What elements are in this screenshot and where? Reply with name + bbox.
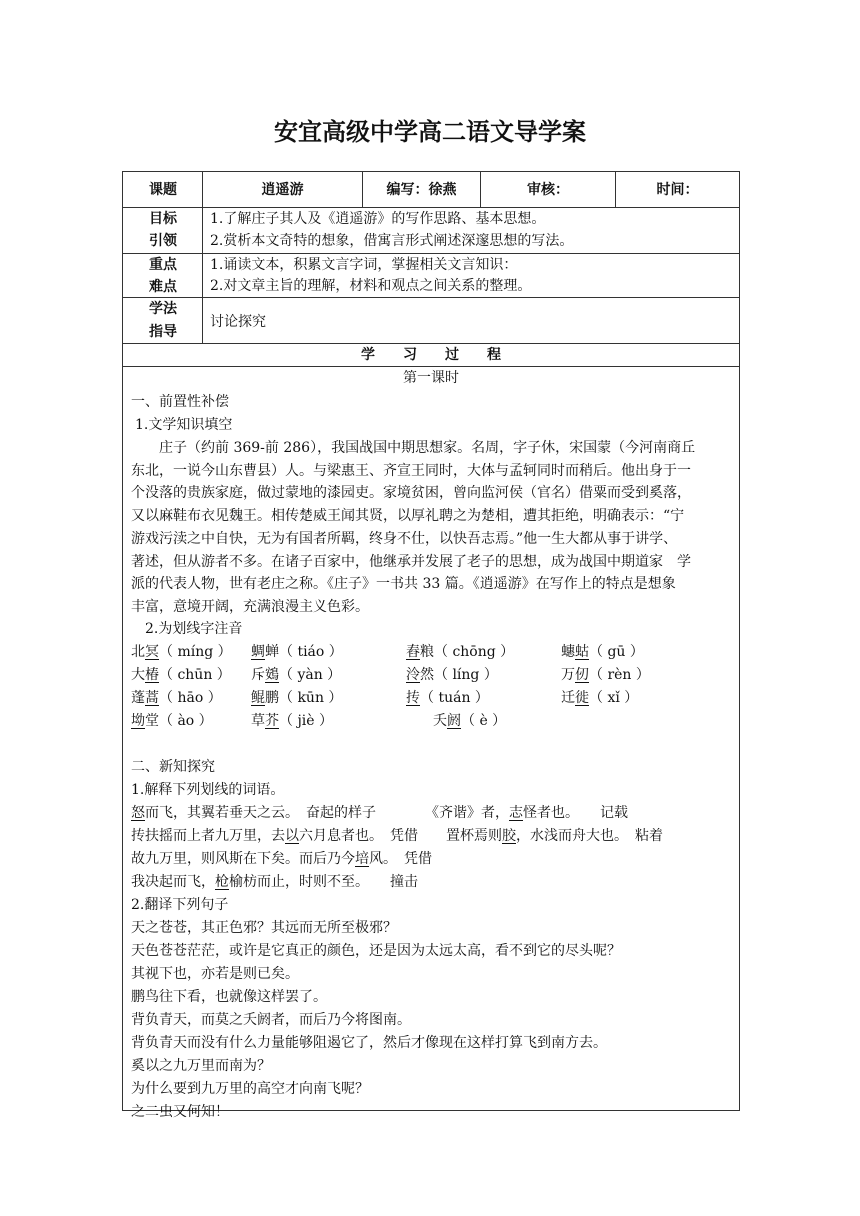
pinyin-word-suffix: 堂 [145, 713, 159, 729]
author-text: 编写：徐燕 [386, 182, 457, 198]
underlined-char: 椿 [145, 667, 159, 683]
pinyin-word-prefix: 北 [131, 644, 145, 660]
row-divider [123, 297, 739, 298]
translation-sentence: 为什么要到九万里的高空才向南飞呢？ [131, 1081, 369, 1097]
goal-item: 2.赏析本文奇特的想象，借寓言形式阐述深邃思想的写法。 [210, 233, 574, 249]
pinyin-word-prefix: 夭 [433, 713, 447, 729]
underlined-char: 坳 [131, 713, 145, 729]
pinyin-answer: （ hāo ） [159, 690, 222, 706]
sub-heading: 2.为划线字注音 [131, 621, 243, 637]
pinyin-item [251, 687, 342, 707]
paragraph-line: 丰富，意境开阔，充满浪漫主义色彩。 [131, 598, 369, 615]
pinyin-word-prefix: 大 [131, 667, 145, 683]
process-title: 学 习 过 程 [361, 347, 501, 363]
topic-label: 课题 [149, 182, 177, 198]
pinyin-answer: （ tiáo ） [279, 644, 343, 660]
explain-text: 而飞，其翼若垂天之云。 奋起的样子 《齐谐》者， [145, 805, 509, 821]
translation-sentence: 天色苍苍茫茫，或许是它真正的颜色，还是因为太远太高，看不到它的尽头呢？ [131, 943, 621, 959]
row-divider [123, 343, 739, 344]
sub-heading: 1.文学知识填空 [135, 417, 233, 433]
pinyin-answer: （ yàn ） [279, 667, 342, 683]
pinyin-answer: （ tuán ） [420, 690, 489, 706]
goal-item: 1.了解庄子其人及《逍遥游》的写作思路、基本思想。 [210, 211, 546, 227]
pinyin-item [561, 687, 638, 707]
source-sentence: 天之苍苍，其正色邪？其远而无所至极邪？ [131, 920, 397, 936]
underlined-char: 鴳 [265, 667, 279, 683]
explain-text: 我决起而飞， [131, 874, 215, 890]
paragraph-line: 游戏污渎之中自快，无为有国者所羁，终身不仕，以快吾志焉。”他一生大都从事于讲学、 [131, 530, 678, 547]
pinyin-item [433, 710, 506, 730]
pinyin-item [131, 710, 213, 730]
topic-value: 逍遥游 [261, 182, 304, 198]
pinyin-answer: （ kūn ） [279, 690, 343, 706]
explain-line [131, 825, 663, 845]
explain-text: 六月息者也。 凭借 置杯焉则 [299, 828, 502, 844]
explain-text: 抟扶摇而上者九万里，去 [131, 828, 285, 844]
pinyin-word-suffix: 然 [420, 667, 434, 683]
section-heading: 二、新知探究 [131, 759, 215, 775]
explain-text: 风。 凭借 [369, 851, 432, 867]
pinyin-item [406, 641, 514, 661]
pinyin-word-prefix: 万 [561, 667, 575, 683]
goals-label-1: 目标 [149, 211, 177, 227]
underlined-word: 枪 [215, 874, 229, 890]
study-plan-table [122, 171, 740, 1120]
pinyin-item [251, 664, 341, 684]
underlined-char: 阏 [447, 713, 461, 729]
focus-label-2: 难点 [149, 279, 177, 295]
pinyin-item [561, 664, 650, 684]
focus-item: 1.诵读文本，积累文言字词，掌握相关文言知识： [210, 257, 518, 273]
row-divider [123, 253, 739, 254]
source-sentence: 奚以之九万里而南为？ [131, 1058, 271, 1074]
pinyin-word-prefix: 蟪 [561, 644, 575, 660]
pinyin-word-suffix: 蝉 [265, 644, 279, 660]
source-sentence: 背负青天，而莫之夭阏者，而后乃今将图南。 [131, 1012, 411, 1028]
paragraph-line: 又以麻鞋布衣见魏王。相传楚威王闻其贤，以厚礼聘之为楚相，遭其拒绝，明确表示：“宁 [131, 508, 685, 525]
translation-sentence: 鹏鸟往下看，也就像这样罢了。 [131, 989, 327, 1005]
pinyin-answer: （ líng ） [434, 667, 498, 683]
pinyin-word-prefix: 迁 [561, 690, 575, 706]
pinyin-item [131, 687, 222, 707]
underlined-word: 胶 [502, 828, 516, 844]
underlined-char: 鲲 [251, 690, 265, 706]
pinyin-word-prefix: 草 [251, 713, 265, 729]
pinyin-item [131, 664, 231, 684]
method-label-2: 指导 [149, 324, 177, 340]
explain-text: 故九万里，则风斯在下矣。而后乃今 [131, 851, 355, 867]
underlined-word: 培 [355, 851, 369, 867]
pinyin-word-prefix: 蓬 [131, 690, 145, 706]
pinyin-answer: （ chōng ） [434, 644, 515, 660]
method-text: 讨论探究 [210, 314, 266, 330]
pinyin-word-suffix: 鹏 [265, 690, 279, 706]
paragraph-line: 庄子（约前 369-前 286），我国战国中期思想家。名周，字子休，宋国蒙（今河南商丘 [131, 440, 696, 456]
explain-line [131, 871, 418, 891]
row-divider [123, 366, 739, 367]
underlined-char: 芥 [265, 713, 279, 729]
paragraph-line: 东北，一说今山东曹县）人。与梁惠王、齐宣王同时，大体与孟轲同时而稍后。他出身于一 [131, 462, 691, 479]
question-heading: 1.解释下列划线的词语。 [131, 782, 285, 798]
underlined-word: 以 [285, 828, 299, 844]
lesson-title: 第一课时 [403, 370, 459, 386]
underlined-word: 怒 [131, 805, 145, 821]
paragraph-line: 个没落的贵族家庭，做过蒙地的漆园吏。家境贫困，曾向监河侯（官名）借粟而受到奚落， [131, 485, 691, 502]
pinyin-answer: （ rèn ） [589, 667, 650, 683]
explain-line [131, 848, 432, 868]
explain-text: ，水浅而舟大也。 粘着 [516, 828, 663, 844]
question-heading: 2.翻译下列句子 [131, 897, 229, 913]
pinyin-item [406, 664, 498, 684]
underlined-char: 舂 [406, 644, 420, 660]
method-label-1: 学法 [149, 301, 177, 317]
pinyin-answer: （ míng ） [159, 644, 232, 660]
explain-text: 怪者也。 记载 [523, 805, 628, 821]
page-title: 安宜高级中学高二语文导学案 [274, 118, 586, 146]
underlined-char: 蜩 [251, 644, 265, 660]
explain-line [131, 802, 628, 822]
pinyin-answer: （ chūn ） [159, 667, 231, 683]
underlined-char: 泠 [406, 667, 420, 683]
pinyin-answer: （ ào ） [159, 713, 213, 729]
underlined-char: 蛄 [575, 644, 589, 660]
pinyin-item [251, 710, 333, 730]
pinyin-answer: （ è ） [461, 713, 507, 729]
goals-label-2: 引领 [149, 233, 177, 249]
paragraph-line: 著述，但从游者不多。在诸子百家中，他继承并发展了老子的思想，成为战国中期道家 学 [131, 553, 691, 570]
time-label: 时间： [656, 182, 699, 198]
underlined-char: 仞 [575, 667, 589, 683]
source-sentence: 之二虫又何知！ [131, 1104, 229, 1120]
focus-item: 2.对文章主旨的理解，材料和观点之间关系的整理。 [210, 278, 532, 294]
focus-label-1: 重点 [149, 257, 177, 273]
pinyin-answer: （ xǐ ） [589, 690, 639, 706]
pinyin-word-suffix: 粮 [420, 644, 434, 660]
row-divider [123, 207, 739, 208]
pinyin-item [561, 641, 644, 661]
source-sentence: 其视下也，亦若是则已矣。 [131, 966, 299, 982]
translation-sentence: 背负青天而没有什么力量能够阻遏它了，然后才像现在这样打算飞到南方去。 [131, 1035, 607, 1051]
section-heading: 一、前置性补偿 [131, 394, 229, 410]
review-label: 审核： [527, 182, 569, 198]
explain-text: 榆枋而止，时则不至。 撞击 [229, 874, 418, 890]
pinyin-item [251, 641, 343, 661]
pinyin-item [406, 687, 489, 707]
pinyin-item [131, 641, 232, 661]
underlined-char: 抟 [406, 690, 420, 706]
author [363, 180, 480, 200]
underlined-char: 徙 [575, 690, 589, 706]
underlined-word: 志 [509, 805, 523, 821]
pinyin-answer: （ gū ） [589, 644, 644, 660]
paragraph-line: 派的代表人物，世有老庄之称。《庄子》一书共 33 篇。《逍遥游》在写作上的特点是想象 [131, 576, 676, 593]
underlined-char: 冥 [145, 644, 159, 660]
underlined-char: 蒿 [145, 690, 159, 706]
pinyin-answer: （ jiè ） [279, 713, 334, 729]
pinyin-word-prefix: 斥 [251, 667, 265, 683]
